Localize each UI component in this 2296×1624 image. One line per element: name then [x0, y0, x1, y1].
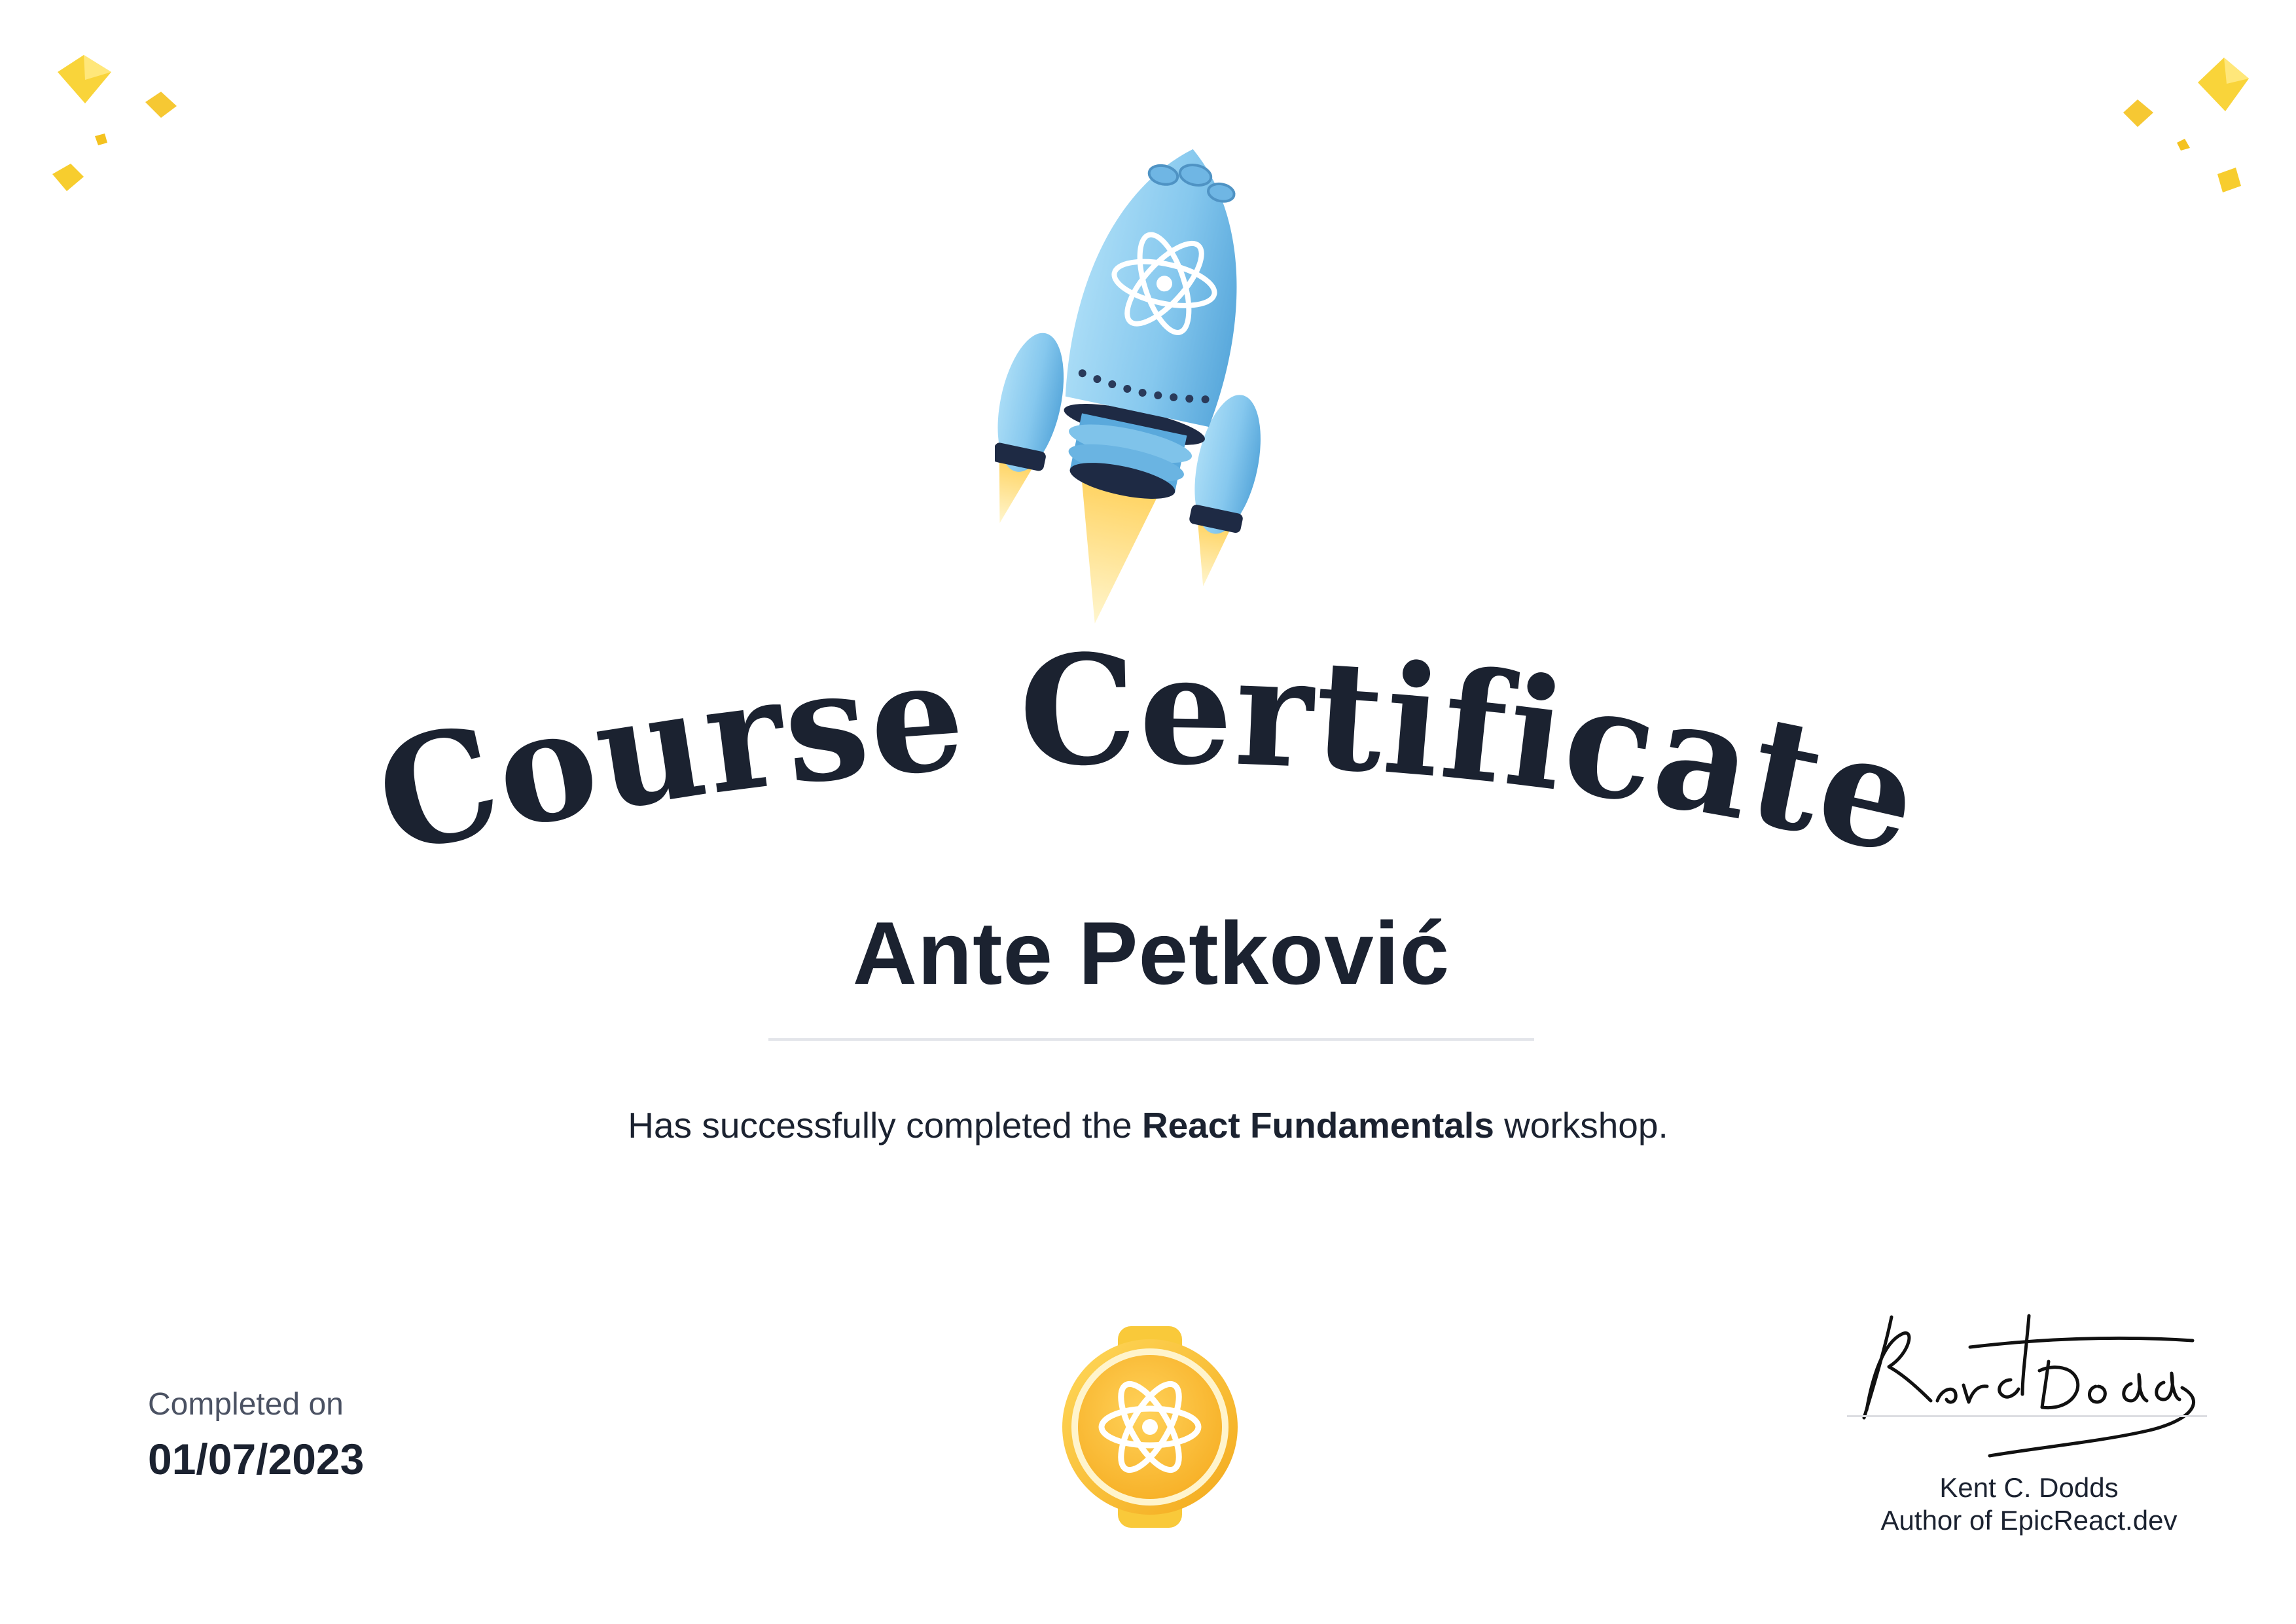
rocket-icon [995, 118, 1296, 628]
confetti-icon [46, 46, 196, 209]
certificate-title-text [362, 641, 1935, 889]
confetti-piece [2177, 139, 2190, 151]
completed-on-label: Completed on [148, 1387, 344, 1422]
completed-on-date: 01/07/2023 [148, 1435, 365, 1483]
confetti-icon [2114, 52, 2258, 209]
completion-prefix: Has successfully completed the [628, 1105, 1132, 1146]
signatory-role: Author of EpicReact.dev [1880, 1505, 2178, 1536]
confetti-piece [145, 92, 177, 118]
confetti-piece [2217, 168, 2241, 192]
certificate-title-path: Course Certificate [362, 641, 1937, 890]
recipient-name: Ante Petković [852, 903, 1450, 1003]
signatory-name: Kent C. Dodds [1939, 1472, 2119, 1503]
completion-statement [0, 1105, 2296, 1146]
signature-line [1847, 1415, 2207, 1417]
confetti-piece [2123, 99, 2153, 127]
course-name: React Fundamentals [1141, 1105, 1494, 1146]
signature-image [1839, 1303, 2206, 1473]
react-atom-badge-icon [1055, 1322, 1245, 1532]
completion-suffix: workshop. [1504, 1105, 1668, 1146]
certificate-title [340, 641, 1956, 916]
name-divider [768, 1038, 1534, 1041]
confetti-piece [95, 134, 107, 145]
confetti-piece [52, 164, 84, 191]
confetti-piece [2198, 58, 2249, 111]
